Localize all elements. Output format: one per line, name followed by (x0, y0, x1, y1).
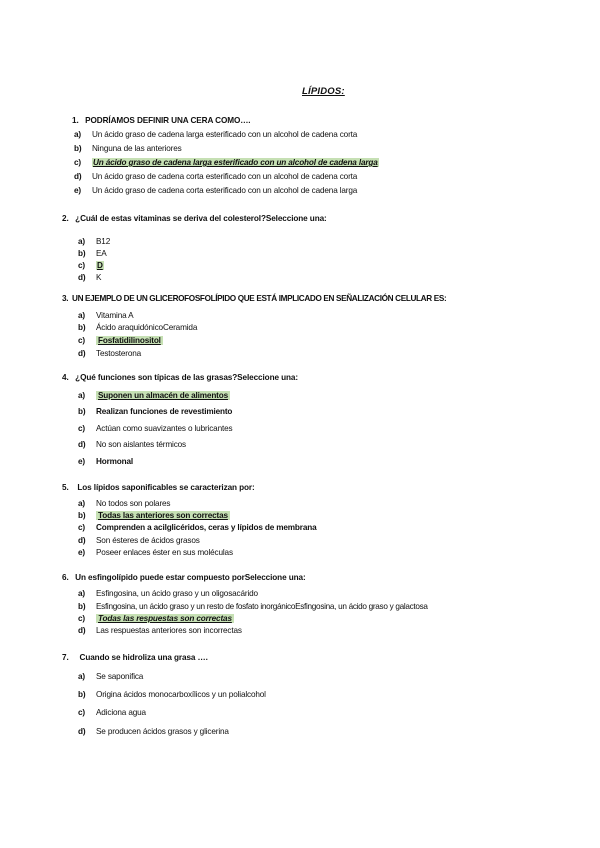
option-text: Poseer enlaces éster en sus moléculas (96, 548, 233, 557)
option-text: Esfingosina, un ácido graso y un oligosacárido (96, 589, 258, 598)
option-text: Realizan funciones de revestimiento (96, 407, 233, 416)
option-text: Adiciona agua (96, 708, 146, 717)
question-5 (62, 483, 255, 492)
question-number: 7. (62, 653, 69, 662)
option-text: No son aislantes térmicos (96, 440, 186, 449)
option-letter: b) (78, 602, 86, 611)
option-letter: b) (78, 690, 86, 699)
option-letter: d) (78, 536, 86, 545)
option-letter: c) (78, 424, 85, 433)
option-text: Son ésteres de ácidos grasos (96, 536, 200, 545)
option-letter: e) (78, 548, 85, 557)
option-text: Ácido araquidónicoCeramida (96, 323, 198, 332)
option-letter: c) (78, 708, 85, 717)
option-text: Ninguna de las anteriores (92, 144, 182, 153)
question-number: 5. (62, 483, 69, 492)
option-text: K (96, 273, 102, 282)
option-letter: e) (78, 457, 85, 466)
option-text: Esfingosina, un ácido graso y un resto de fosfato inorgánicoEsfingosina, un ácido graso y galactosa (96, 602, 428, 611)
option-letter: a) (78, 237, 85, 246)
option-letter: c) (78, 614, 85, 623)
question-number: 4. (62, 373, 69, 382)
option-letter: a) (74, 130, 81, 139)
option-letter: a) (78, 499, 85, 508)
question-2 (62, 214, 327, 223)
option-text: Un ácido graso de cadena corta esterificado con un alcohol de cadena larga (92, 186, 358, 195)
question-3 (62, 294, 446, 303)
question-text: UN EJEMPLO DE UN GLICEROFOSFOLÍPIDO QUE ESTÁ IMPLICADO EN SEÑALIZACIÓN CELULAR ES: (72, 294, 447, 303)
option-letter: d) (78, 626, 86, 635)
option-letter: b) (74, 144, 82, 153)
option-text: Un ácido graso de cadena corta esterificado con un alcohol de cadena corta (92, 172, 358, 181)
option-text: EA (96, 249, 107, 258)
question-number: 1. (72, 116, 79, 125)
option-text: Suponen un almacén de alimentos (98, 391, 229, 400)
option-text: No todos son polares (96, 499, 171, 508)
option-text: Actúan como suavizantes o lubricantes (96, 424, 233, 433)
option-text: D (97, 261, 103, 270)
question-text: ¿Qué funciones son típicas de las grasas?Seleccione una: (75, 373, 298, 382)
option-text: B12 (96, 237, 111, 246)
question-1 (72, 116, 250, 125)
option-text: Se saponifica (96, 672, 144, 681)
option-letter: a) (78, 672, 85, 681)
question-text: PODRÍAMOS DEFINIR UNA CERA COMO…. (85, 116, 251, 125)
option-text: Origina ácidos monocarboxílicos y un polialcohol (96, 690, 266, 699)
option-letter: e) (74, 186, 81, 195)
question-text: Cuando se hidroliza una grasa …. (79, 653, 208, 662)
option-letter: a) (78, 391, 85, 400)
option-letter: d) (78, 727, 86, 736)
option-text: Vitamina A (96, 311, 134, 320)
question-text: ¿Cuál de estas vitaminas se deriva del colesterol?Seleccione una: (75, 214, 327, 223)
option-text: Hormonal (96, 457, 134, 466)
question-text: Un esfingolípido puede estar compuesto porSeleccione una: (75, 573, 306, 582)
option-letter: a) (78, 589, 85, 598)
question-number: 2. (62, 214, 69, 223)
option-letter: c) (74, 158, 81, 167)
option-text: Fosfatidilinositol (98, 336, 161, 345)
option-letter: a) (78, 311, 85, 320)
option-letter: d) (78, 349, 86, 358)
option-text: Todas las respuestas son correctas (98, 614, 232, 623)
question-number: 3. (62, 294, 69, 303)
option-letter: c) (78, 261, 85, 270)
option-letter: b) (78, 511, 86, 520)
option-text: Un ácido graso de cadena larga esterificado con un alcohol de cadena larga (93, 158, 378, 167)
option-text: Todas las anteriores son correctas (98, 511, 228, 520)
option-text: Un ácido graso de cadena larga esterificado con un alcohol de cadena corta (92, 130, 358, 139)
option-letter: b) (78, 323, 86, 332)
option-text: Testosterona (96, 349, 142, 358)
option-text: Las respuestas anteriores son incorrectas (96, 626, 242, 635)
question-number: 6. (62, 573, 69, 582)
option-letter: d) (74, 172, 82, 181)
question-7 (62, 653, 208, 662)
option-letter: c) (78, 523, 85, 532)
option-text: Comprenden a acilglicéridos, ceras y lípidos de membrana (96, 523, 317, 532)
question-4 (62, 373, 298, 382)
option-letter: d) (78, 273, 86, 282)
question-text: Los lípidos saponificables se caracterizan por: (77, 483, 255, 492)
option-text: Se producen ácidos grasos y glicerina (96, 727, 229, 736)
option-letter: d) (78, 440, 86, 449)
option-letter: b) (78, 407, 86, 416)
question-6 (62, 573, 306, 582)
page-title: LÍPIDOS: (302, 86, 345, 97)
option-letter: b) (78, 249, 86, 258)
option-letter: c) (78, 336, 85, 345)
